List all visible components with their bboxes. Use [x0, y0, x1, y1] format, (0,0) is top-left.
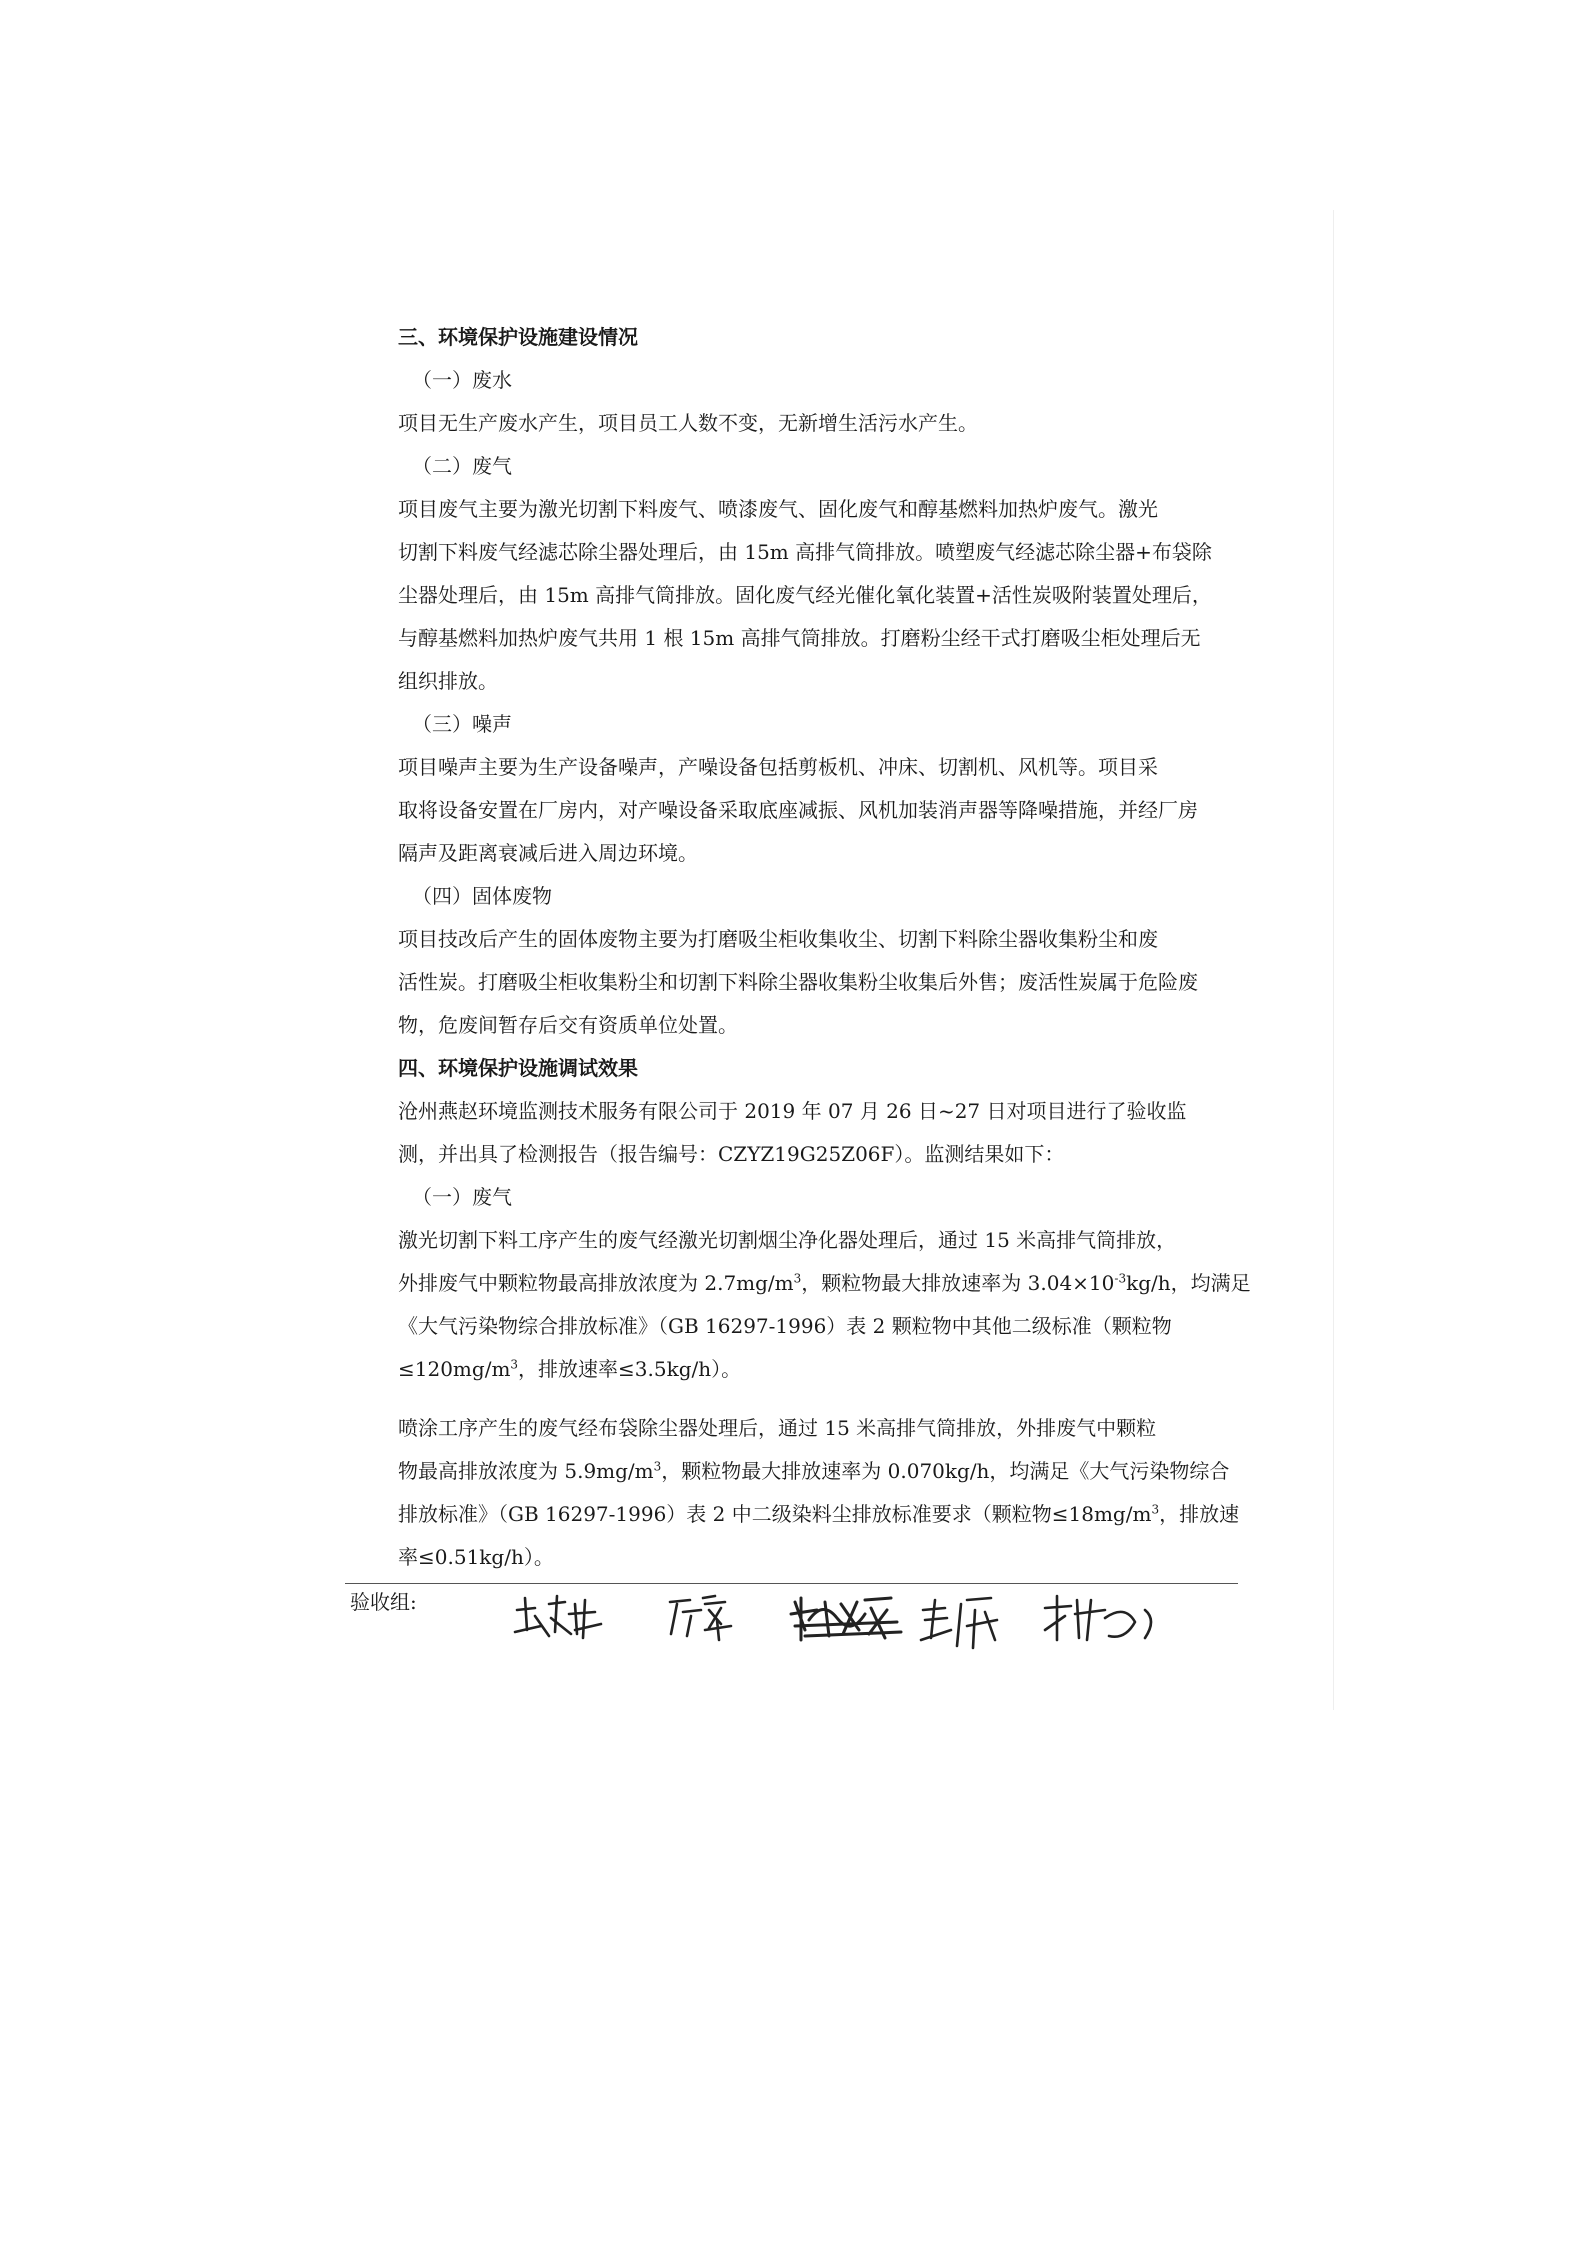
text-line: 测，并出具了检测报告（报告编号：CZYZ19G25Z06F）。监测结果如下：	[398, 1142, 1065, 1166]
text-line: 《大气污染物综合排放标准》（GB 16297-1996）表 2 颗粒物中其他二级标准（颗粒物	[398, 1314, 1172, 1338]
signature-3	[791, 1598, 901, 1640]
text-line: 与醇基燃料加热炉废气共用 1 根 15m 高排气筒排放。打磨粉尘经干式打磨吸尘柜处理后无	[398, 626, 1201, 650]
document-body	[398, 316, 1251, 1579]
text-line: 取将设备安置在厂房内，对产噪设备采取底座减振、风机加装消声器等降噪措施，并经厂房	[398, 798, 1198, 822]
text-line: 项目技改后产生的固体废物主要为打磨吸尘柜收集收尘、切割下料除尘器收集粉尘和废	[398, 927, 1158, 951]
section-4-1-paragraph-2	[398, 1407, 1240, 1579]
section-3-1-title: （一）废水	[412, 368, 512, 392]
text-line	[398, 1348, 1236, 1391]
text-line	[398, 1493, 1240, 1536]
section-4-1-title: （一）废气	[412, 1185, 512, 1209]
signature-5	[1045, 1596, 1151, 1640]
scan-edge-line	[1333, 210, 1334, 1710]
text-line: 活性炭。打磨吸尘柜收集粉尘和切割下料除尘器收集粉尘收集后外售；废活性炭属于危险废	[398, 970, 1198, 994]
signature-divider	[345, 1583, 1238, 1584]
signatures	[505, 1590, 1245, 1680]
text-line: 激光切割下料工序产生的废气经激光切割烟尘净化器处理后，通过 15 米高排气筒排放，	[398, 1228, 1177, 1252]
text-line: 组织排放。	[398, 669, 498, 693]
superscript: -3	[1114, 1271, 1127, 1286]
signature-2	[670, 1596, 731, 1640]
signature-1	[515, 1596, 601, 1638]
text-span: ≤120mg/m	[398, 1357, 511, 1381]
text-span: 物最高排放浓度为 5.9mg/m	[398, 1459, 654, 1483]
section-3-4-text	[398, 918, 1236, 1047]
section-3-3-text	[398, 746, 1236, 875]
signature-4	[921, 1598, 997, 1648]
text-line: 项目废气主要为激光切割下料废气、喷漆废气、固化废气和醇基燃料加热炉废气。激光	[398, 497, 1158, 521]
superscript: 3	[1151, 1502, 1160, 1517]
paragraph-spacer	[398, 1391, 1236, 1407]
section-3-1-text: 项目无生产废水产生，项目员工人数不变，无新增生活污水产生。	[398, 411, 978, 435]
text-line: 隔声及距离衰减后进入周边环境。	[398, 841, 698, 865]
text-line: 喷涂工序产生的废气经布袋除尘器处理后，通过 15 米高排气筒排放，外排废气中颗粒	[398, 1416, 1157, 1440]
superscript: 3	[653, 1459, 662, 1474]
section-3-3-title: （三）噪声	[412, 712, 512, 736]
section-4-title: 四、环境保护设施调试效果	[398, 1056, 638, 1080]
signature-label: 验收组:	[350, 1590, 417, 1614]
section-3-2-title: （二）废气	[412, 454, 512, 478]
text-span: kg/h，均满足	[1126, 1271, 1251, 1295]
superscript: 3	[793, 1271, 802, 1286]
text-line: 切割下料废气经滤芯除尘器处理后，由 15m 高排气筒排放。喷塑废气经滤芯除尘器+布袋除	[398, 540, 1212, 564]
section-3-title: 三、环境保护设施建设情况	[398, 325, 638, 349]
text-span: ，排放速率≤3.5kg/h）。	[518, 1357, 742, 1381]
section-4-text	[398, 1090, 1236, 1176]
text-line: 率≤0.51kg/h）。	[398, 1545, 554, 1569]
text-line: 沧州燕赵环境监测技术服务有限公司于 2019 年 07 月 26 日~27 日对项目进行了验收监	[398, 1099, 1187, 1123]
section-3-2-text	[398, 488, 1236, 703]
section-3-4-title: （四）固体废物	[412, 884, 552, 908]
text-line	[398, 1262, 1251, 1305]
text-span: 外排废气中颗粒物最高排放浓度为 2.7mg/m	[398, 1271, 794, 1295]
text-line	[398, 1450, 1236, 1493]
text-span: ，颗粒物最大排放速率为 3.04×10	[801, 1271, 1115, 1295]
text-span: ，排放速	[1159, 1502, 1240, 1526]
text-line: 物，危废间暂存后交有资质单位处置。	[398, 1013, 738, 1037]
section-4-1-paragraph-1	[398, 1219, 1251, 1391]
handwritten-signatures	[505, 1590, 1245, 1680]
text-span: ，颗粒物最大排放速率为 0.070kg/h，均满足《大气污染物综合	[661, 1459, 1230, 1483]
superscript: 3	[510, 1357, 519, 1372]
text-span: 排放标准》（GB 16297-1996）表 2 中二级染料尘排放标准要求（颗粒物≤18mg/m	[398, 1502, 1152, 1526]
text-line: 项目噪声主要为生产设备噪声，产噪设备包括剪板机、冲床、切割机、风机等。项目采	[398, 755, 1158, 779]
text-line: 尘器处理后，由 15m 高排气筒排放。固化废气经光催化氧化装置+活性炭吸附装置处理后，	[398, 583, 1212, 607]
